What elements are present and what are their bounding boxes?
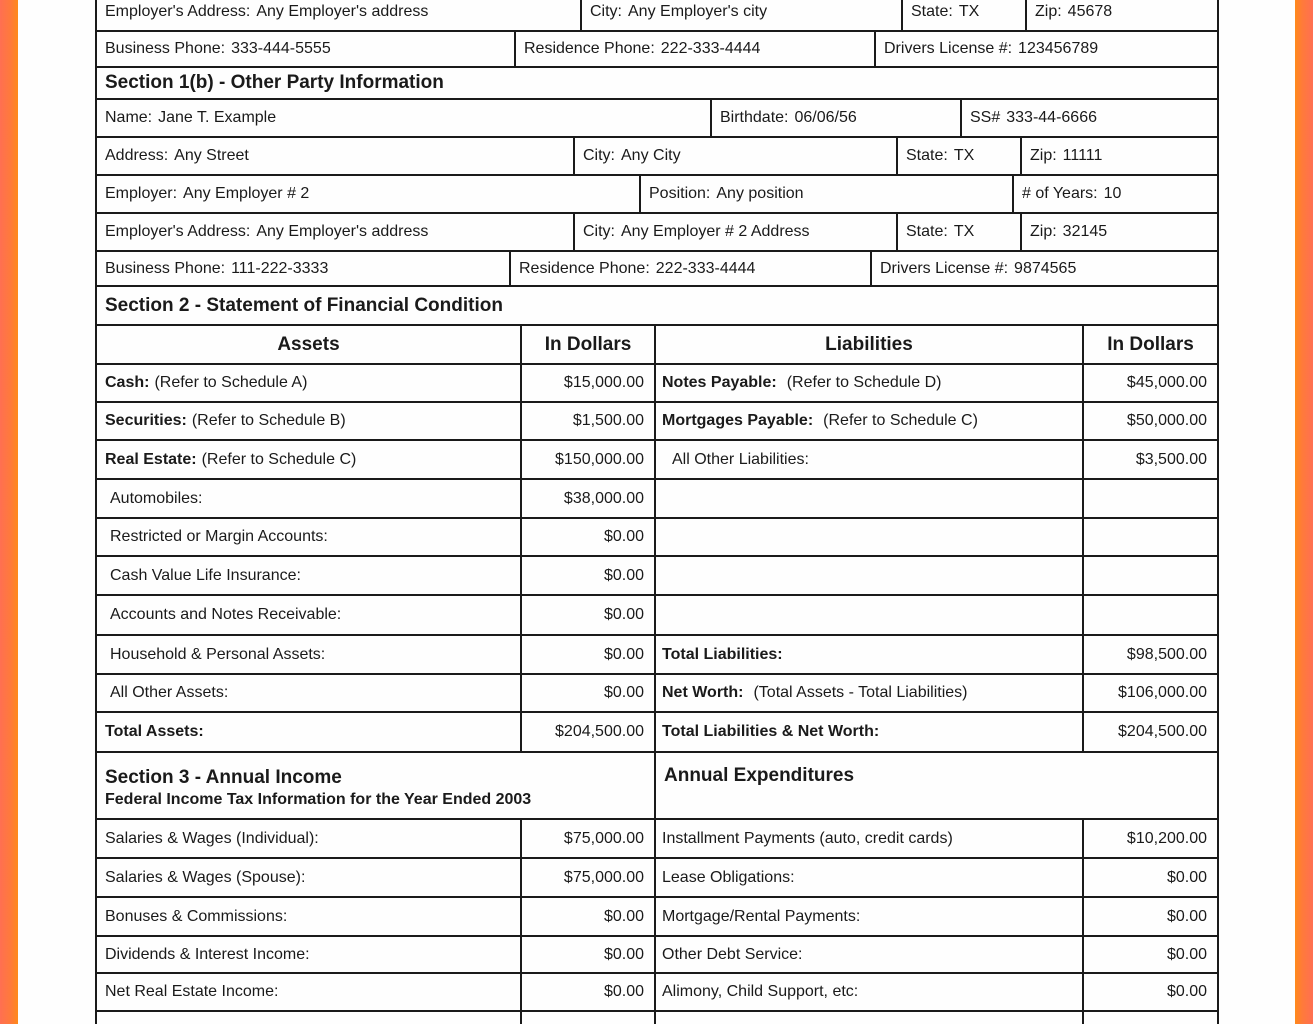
drivers-license-field[interactable] bbox=[872, 252, 1217, 285]
liability-label-cell[interactable] bbox=[656, 596, 1084, 634]
income-value[interactable]: $0.00 bbox=[522, 937, 656, 972]
asset-label: Household & Personal Assets: bbox=[110, 645, 326, 663]
field-label: Residence Phone: bbox=[524, 40, 655, 57]
expense-label[interactable] bbox=[656, 1012, 1084, 1024]
employer-zip-field[interactable] bbox=[1022, 214, 1217, 250]
section-title: Section 1(b) - Other Party Information bbox=[105, 72, 444, 93]
liability-value[interactable]: $3,500.00 bbox=[1135, 450, 1207, 468]
field-label: SS# bbox=[970, 109, 1001, 126]
liability-label: All Other Liabilities: bbox=[672, 450, 809, 468]
liability-label: (Total Assets - Total Liabilities) bbox=[753, 684, 968, 701]
field-label: Zip: bbox=[1030, 223, 1057, 240]
asset-label: (Refer to Schedule B) bbox=[191, 412, 346, 429]
field-value: 222-333-4444 bbox=[660, 40, 761, 57]
liability-value[interactable]: $45,000.00 bbox=[1126, 374, 1207, 391]
residence-phone-field[interactable] bbox=[511, 252, 872, 285]
address-row bbox=[97, 138, 1217, 176]
table-row bbox=[97, 820, 1217, 859]
field-label: # of Years: bbox=[1022, 185, 1098, 202]
field-value: 10 bbox=[1103, 185, 1122, 202]
table-row bbox=[97, 365, 1217, 403]
field-label: Employer: bbox=[105, 185, 178, 202]
expense-value[interactable]: $0.00 bbox=[1166, 945, 1207, 963]
income-label[interactable]: Dividends & Interest Income: bbox=[97, 937, 522, 972]
income-label[interactable]: Salaries & Wages (Spouse): bbox=[97, 859, 522, 896]
asset-value[interactable]: $0.00 bbox=[522, 557, 656, 594]
liability-label-cell[interactable] bbox=[656, 441, 1084, 478]
employer-row bbox=[97, 176, 1217, 214]
income-label[interactable]: Bonuses & Commissions: bbox=[97, 898, 522, 935]
asset-label-cell[interactable] bbox=[97, 675, 522, 711]
assets-dollars-header: In Dollars bbox=[522, 326, 656, 363]
field-value: 11111 bbox=[1062, 147, 1103, 164]
liability-value[interactable] bbox=[1084, 519, 1217, 555]
liability-value[interactable]: $98,500.00 bbox=[1126, 645, 1207, 663]
asset-value[interactable]: $38,000.00 bbox=[522, 480, 656, 517]
field-label: State: bbox=[906, 147, 948, 164]
field-label: Birthdate: bbox=[720, 109, 789, 126]
table-row bbox=[97, 441, 1217, 480]
section-3-header bbox=[97, 753, 1217, 820]
years-field[interactable] bbox=[1014, 176, 1217, 212]
orange-border-left bbox=[0, 0, 18, 1024]
income-value[interactable]: $75,000.00 bbox=[522, 859, 656, 896]
field-value: 111-222-3333 bbox=[231, 259, 329, 277]
zip-field[interactable] bbox=[1022, 138, 1217, 174]
field-label: City: bbox=[583, 147, 615, 164]
field-value: Any position bbox=[716, 185, 804, 202]
liability-label-bold: Total Liabilities & Net Worth: bbox=[662, 723, 880, 740]
asset-label-cell[interactable] bbox=[97, 713, 522, 751]
field-label: Business Phone: bbox=[105, 259, 226, 277]
table-row bbox=[97, 675, 1217, 713]
city-field[interactable] bbox=[582, 0, 903, 30]
liability-label: (Refer to Schedule C) bbox=[823, 412, 978, 429]
section-2-header bbox=[97, 287, 1217, 326]
section-1b-header bbox=[97, 68, 1217, 100]
asset-value[interactable]: $1,500.00 bbox=[522, 403, 656, 439]
table-row bbox=[97, 519, 1217, 557]
table-row bbox=[97, 557, 1217, 596]
field-label: Address: bbox=[105, 147, 169, 164]
asset-value[interactable]: $0.00 bbox=[522, 636, 656, 673]
expense-value[interactable] bbox=[1084, 1012, 1217, 1024]
income-label[interactable]: Salaries & Wages (Individual): bbox=[97, 820, 522, 857]
asset-label-cell[interactable] bbox=[97, 365, 522, 401]
state-field[interactable] bbox=[898, 138, 1022, 174]
liability-label-bold: Mortgages Payable: bbox=[662, 412, 814, 429]
table-row bbox=[97, 480, 1217, 519]
income-value[interactable]: $0.00 bbox=[522, 974, 656, 1010]
liability-label-bold: Notes Payable: bbox=[662, 374, 777, 391]
field-label: City: bbox=[583, 223, 615, 240]
asset-label-bold: Cash: bbox=[105, 374, 150, 391]
business-phone-field[interactable] bbox=[97, 32, 516, 66]
expense-value[interactable]: $0.00 bbox=[1166, 983, 1207, 1000]
expense-value[interactable]: $10,200.00 bbox=[1126, 829, 1207, 847]
zip-field[interactable] bbox=[1027, 0, 1217, 30]
field-value: TX bbox=[958, 3, 980, 20]
asset-label-cell[interactable] bbox=[97, 596, 522, 634]
asset-value[interactable]: $150,000.00 bbox=[522, 441, 656, 478]
liability-label-cell[interactable] bbox=[656, 557, 1084, 594]
field-label: State: bbox=[911, 3, 953, 20]
liability-label-cell[interactable] bbox=[656, 713, 1084, 751]
liability-value[interactable]: $204,500.00 bbox=[1118, 723, 1207, 740]
liability-label-cell[interactable] bbox=[656, 365, 1084, 401]
birthdate-field[interactable] bbox=[712, 100, 962, 136]
field-value: Any Employer # 2 Address bbox=[621, 223, 810, 240]
financial-statement-form bbox=[95, 0, 1219, 1024]
table-row bbox=[97, 898, 1217, 937]
field-label: Zip: bbox=[1030, 147, 1057, 164]
field-label: Business Phone: bbox=[105, 40, 226, 57]
field-value: Any City bbox=[621, 147, 681, 164]
liability-value[interactable] bbox=[1084, 557, 1217, 594]
field-value: Any Employer # 2 bbox=[183, 185, 310, 202]
city-field[interactable] bbox=[575, 138, 898, 174]
liability-label-cell[interactable] bbox=[656, 403, 1084, 439]
position-field[interactable] bbox=[641, 176, 1014, 212]
field-label: Employer's Address: bbox=[105, 3, 251, 20]
annual-expenditures-header bbox=[656, 753, 1217, 818]
field-value: Any Street bbox=[174, 147, 249, 164]
liability-label-cell[interactable] bbox=[656, 480, 1084, 517]
field-label: Employer's Address: bbox=[105, 223, 251, 240]
table-row bbox=[97, 713, 1217, 753]
expense-label[interactable]: Lease Obligations: bbox=[656, 859, 1084, 896]
asset-value[interactable]: $0.00 bbox=[522, 675, 656, 711]
field-value: 222-333-4444 bbox=[655, 259, 756, 277]
asset-label-cell[interactable] bbox=[97, 480, 522, 517]
field-label: Zip: bbox=[1035, 3, 1062, 20]
field-label: Position: bbox=[649, 185, 711, 202]
asset-value[interactable]: $0.00 bbox=[522, 596, 656, 634]
table-row bbox=[97, 1012, 1217, 1024]
liability-value[interactable] bbox=[1084, 480, 1217, 517]
financial-table-body bbox=[97, 365, 1217, 753]
field-label: State: bbox=[906, 223, 948, 240]
address-field[interactable] bbox=[97, 138, 575, 174]
table-row bbox=[97, 974, 1217, 1012]
asset-label: Restricted or Margin Accounts: bbox=[110, 528, 328, 545]
table-row bbox=[97, 636, 1217, 675]
asset-value[interactable]: $15,000.00 bbox=[522, 365, 656, 401]
field-value: 45678 bbox=[1067, 3, 1113, 20]
asset-label-bold: Securities: bbox=[105, 412, 187, 429]
asset-value[interactable]: $204,500.00 bbox=[522, 713, 656, 751]
field-value: Any Employer's city bbox=[628, 3, 768, 20]
section-title: Annual Expenditures bbox=[664, 765, 855, 786]
field-value: 333-444-5555 bbox=[231, 40, 331, 57]
phone-row bbox=[97, 32, 1217, 68]
liability-label-cell[interactable] bbox=[656, 519, 1084, 555]
section-subtitle: Federal Income Tax Information for the Year Ended 2003 bbox=[105, 790, 532, 808]
name-field[interactable] bbox=[97, 100, 712, 136]
asset-label-cell[interactable] bbox=[97, 636, 522, 673]
expense-label[interactable]: Installment Payments (auto, credit cards) bbox=[656, 820, 1084, 857]
expense-label[interactable]: Alimony, Child Support, etc: bbox=[656, 974, 1084, 1010]
employer-address-row bbox=[97, 214, 1217, 252]
income-label[interactable] bbox=[97, 1012, 522, 1024]
asset-label-bold: Real Estate: bbox=[105, 450, 197, 468]
liability-label-cell[interactable] bbox=[656, 675, 1084, 711]
ssn-field[interactable] bbox=[962, 100, 1217, 136]
orange-border-right bbox=[1295, 0, 1313, 1024]
asset-label: (Refer to Schedule C) bbox=[201, 450, 357, 468]
employer-address-row bbox=[97, 0, 1217, 32]
asset-label: Cash Value Life Insurance: bbox=[110, 566, 301, 584]
assets-header: Assets bbox=[97, 326, 522, 363]
asset-label-cell[interactable] bbox=[97, 519, 522, 555]
section-title: Section 3 - Annual Income bbox=[105, 766, 342, 788]
asset-label-cell[interactable] bbox=[97, 557, 522, 594]
income-value[interactable]: $0.00 bbox=[522, 898, 656, 935]
liability-label-bold: Net Worth: bbox=[662, 684, 744, 701]
liability-label-cell[interactable] bbox=[656, 636, 1084, 673]
annual-income-header bbox=[97, 753, 656, 818]
table-row bbox=[97, 937, 1217, 974]
asset-label-cell[interactable] bbox=[97, 441, 522, 478]
residence-phone-field[interactable] bbox=[516, 32, 876, 66]
business-phone-field[interactable] bbox=[97, 252, 511, 285]
employer-address-field[interactable] bbox=[97, 214, 575, 250]
field-value: 333-44-6666 bbox=[1006, 109, 1097, 126]
asset-label-bold: Total Assets: bbox=[105, 723, 204, 740]
asset-label-cell[interactable] bbox=[97, 403, 522, 439]
employer-address-field[interactable] bbox=[97, 0, 582, 30]
state-field[interactable] bbox=[903, 0, 1027, 30]
liability-label-bold: Total Liabilities: bbox=[662, 645, 783, 663]
liabilities-header: Liabilities bbox=[656, 326, 1084, 363]
section-title: Section 2 - Statement of Financial Condition bbox=[105, 294, 503, 316]
employer-city-field[interactable] bbox=[575, 214, 898, 250]
income-value[interactable]: $75,000.00 bbox=[522, 820, 656, 857]
expense-value[interactable]: $0.00 bbox=[1166, 868, 1207, 886]
field-label: Name: bbox=[105, 109, 153, 126]
expense-label[interactable]: Mortgage/Rental Payments: bbox=[656, 898, 1084, 935]
expense-value[interactable]: $0.00 bbox=[1166, 907, 1207, 925]
asset-label: Automobiles: bbox=[110, 489, 203, 507]
employer-state-field[interactable] bbox=[898, 214, 1022, 250]
liabilities-dollars-header: In Dollars bbox=[1107, 333, 1194, 355]
table-row bbox=[97, 403, 1217, 441]
employer-field[interactable] bbox=[97, 176, 641, 212]
field-value: Jane T. Example bbox=[158, 109, 277, 126]
field-value: Any Employer's address bbox=[256, 223, 429, 240]
field-value: 06/06/56 bbox=[794, 109, 857, 126]
liability-value[interactable] bbox=[1084, 596, 1217, 634]
table-row bbox=[97, 596, 1217, 636]
income-label[interactable]: Net Real Estate Income: bbox=[97, 974, 522, 1010]
income-value[interactable] bbox=[522, 1012, 656, 1024]
asset-value[interactable]: $0.00 bbox=[522, 519, 656, 555]
field-label: Drivers License #: bbox=[880, 259, 1009, 277]
asset-label: (Refer to Schedule A) bbox=[154, 374, 308, 391]
liability-label: (Refer to Schedule D) bbox=[786, 374, 942, 391]
income-table-body bbox=[97, 820, 1217, 1012]
liability-value[interactable]: $50,000.00 bbox=[1126, 412, 1207, 429]
field-value: TX bbox=[953, 147, 975, 164]
field-label: Drivers License #: bbox=[884, 40, 1013, 57]
table-row bbox=[97, 859, 1217, 898]
field-value: Any Employer's address bbox=[256, 3, 429, 20]
phone-row bbox=[97, 252, 1217, 287]
field-value: 32145 bbox=[1062, 223, 1108, 240]
field-value: 9874565 bbox=[1014, 259, 1077, 277]
financial-table-header bbox=[97, 326, 1217, 365]
field-label: Residence Phone: bbox=[519, 259, 650, 277]
asset-label: All Other Assets: bbox=[110, 684, 229, 701]
field-value: TX bbox=[953, 223, 975, 240]
field-value: 123456789 bbox=[1018, 40, 1099, 57]
asset-label: Accounts and Notes Receivable: bbox=[110, 606, 342, 623]
liability-value[interactable]: $106,000.00 bbox=[1118, 684, 1207, 701]
drivers-license-field[interactable] bbox=[876, 32, 1217, 66]
name-row bbox=[97, 100, 1217, 138]
field-label: City: bbox=[590, 3, 622, 20]
expense-label[interactable]: Other Debt Service: bbox=[656, 937, 1084, 972]
